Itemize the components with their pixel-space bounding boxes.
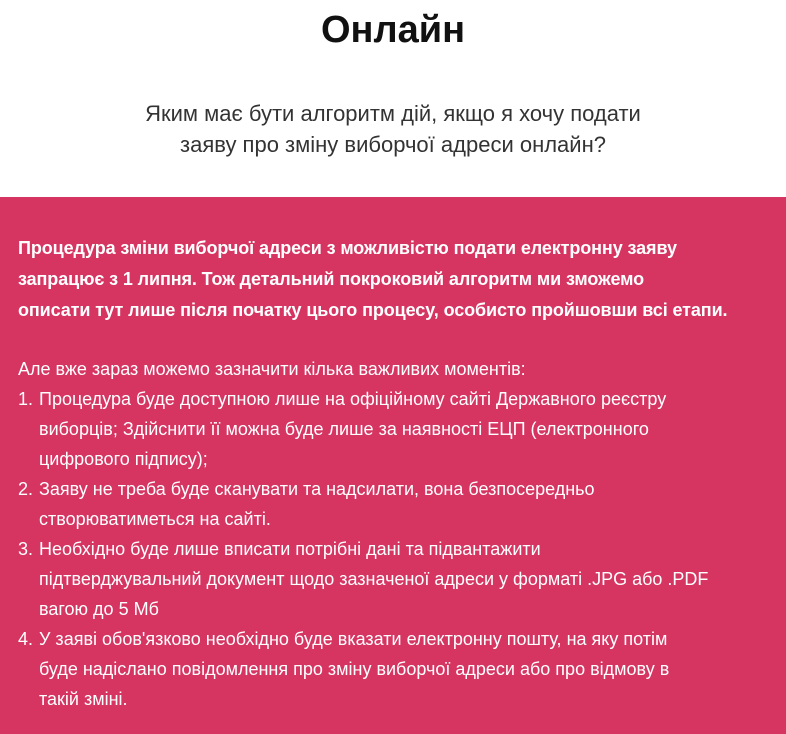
- lead-line: запрацює з 1 липня. Тож детальний покроковий алгоритм ми зможемо: [18, 269, 645, 289]
- step-line: цифрового підпису);: [39, 449, 208, 469]
- step-line: буде надіслано повідомлення про зміну виборчої адреси або про відмову в: [39, 659, 670, 679]
- question-text: [0, 98, 786, 160]
- step-item: [18, 384, 768, 474]
- lead-line: Процедура зміни виборчої адреси з можливістю подати електронну заяву: [18, 238, 677, 258]
- step-number: 1.: [18, 389, 34, 409]
- step-line: такій зміні.: [39, 689, 128, 709]
- step-number: 3.: [18, 539, 34, 559]
- step-line: виборців; Здійснити її можна буде лише за наявності ЕЦП (електронного: [39, 419, 649, 439]
- intro-text: Але вже зараз можемо зазначити кілька важливих моментів:: [18, 359, 526, 379]
- step-line: Процедура буде доступною лише на офіційному сайті Державного реєстру: [39, 389, 667, 409]
- question-line: заяву про зміну виборчої адреси онлайн?: [180, 132, 606, 157]
- step-line: Необхідно буде лише вписати потрібні дані та підвантажити: [39, 539, 541, 559]
- steps-list: [18, 384, 768, 714]
- answer-panel: [0, 197, 786, 734]
- step-number: 2.: [18, 479, 34, 499]
- lead-paragraph: [18, 233, 768, 326]
- step-line: вагою до 5 Мб: [39, 599, 159, 619]
- step-line: підтверджувальний документ щодо зазначеної адреси у форматі .JPG або .PDF: [39, 569, 709, 589]
- step-line: У заяві обов'язково необхідно буде вказати електронну пошту, на яку потім: [39, 629, 668, 649]
- header-section: [0, 0, 786, 197]
- question-line: Яким має бути алгоритм дій, якщо я хочу подати: [145, 101, 641, 126]
- step-number: 4.: [18, 629, 34, 649]
- step-line: Заяву не треба буде сканувати та надсилати, вона безпосередньо: [39, 479, 595, 499]
- step-item: [18, 534, 768, 624]
- step-item: [18, 474, 768, 534]
- step-line: створюватиметься на сайті.: [39, 509, 271, 529]
- lead-line: описати тут лише після початку цього процесу, особисто пройшовши всі етапи.: [18, 300, 728, 320]
- step-item: [18, 624, 768, 714]
- page-title: Онлайн: [320, 9, 466, 51]
